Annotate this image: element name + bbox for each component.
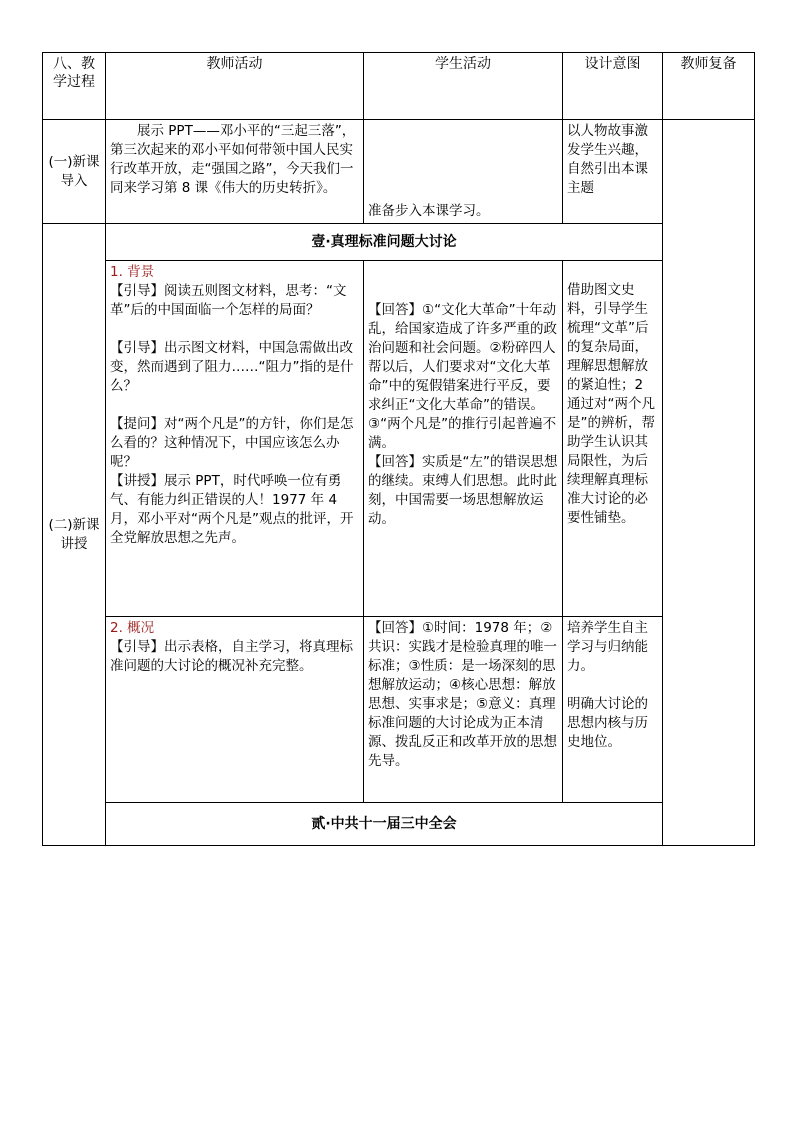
- overview-intent-2: 明确大讨论的思想内核与历史地位。: [567, 696, 648, 750]
- table-row-background: [43, 261, 755, 617]
- background-student-activity: [364, 261, 563, 617]
- teaching-process-table: [42, 52, 755, 846]
- section-title-truth-debate: 壹·真理标准问题大讨论: [106, 224, 663, 261]
- stage-intro: (一)新课导入: [43, 120, 106, 224]
- intro-student-activity: 准备步入本课学习。: [364, 120, 563, 224]
- header-teacher-review: 教师复备: [663, 53, 755, 120]
- table-row-overview: [43, 617, 755, 803]
- overview-design-intent: [563, 617, 663, 803]
- background-heading: 1. 背景: [110, 264, 155, 280]
- background-design-intent: 借助图文史料，引导学生梳理“文革”后的复杂局面，理解思想解放的紧迫性；2 通过对“两个凡是”的辨析，帮助学生认识其局限性，为后续理解真理标准大讨论的必要性铺垫。: [563, 261, 663, 617]
- overview-student-activity: 【回答】①时间：1978 年；②共识：实践才是检验真理的唯一标准；③性质：是一场深刻的思想解放运动；④核心思想：解放思想、实事求是；⑤意义：真理标准问题的大讨论成为正本清源、拨乱反正和改革开放的思想先导。: [364, 617, 563, 803]
- background-teacher-activity: [106, 261, 364, 617]
- header-stage: 八、教学过程: [43, 53, 106, 120]
- teacher-question: 【提问】对“两个凡是”的方针，你们是怎么看的？这种情况下，中国应该怎么办呢？: [110, 416, 354, 470]
- overview-teacher-activity: [106, 617, 364, 803]
- stage-lecture: (二)新课讲授: [43, 224, 106, 846]
- table-row-intro: [43, 120, 755, 224]
- intro-design-intent: 以人物故事激发学生兴趣，自然引出本课主题: [563, 120, 663, 224]
- section-title-third-plenum: 贰·中共十一届三中全会: [106, 803, 663, 846]
- teacher-review-cell: [663, 120, 755, 846]
- table-header-row: [43, 53, 755, 120]
- table-row-subtitle-1: [43, 224, 755, 261]
- intro-teacher-activity: 展示 PPT——邓小平的“三起三落”，第三次起来的邓小平如何带领中国人民实行改革开放，走“强国之路”，今天我们一同来学习第 8 课《伟大的历史转折》。: [106, 120, 364, 224]
- table-row-subtitle-2: [43, 803, 755, 846]
- header-student-activity: 学生活动: [364, 53, 563, 120]
- student-answer-1: 【回答】①“文化大革命”十年动乱，给国家造成了许多严重的政治问题和社会问题。②粉碎四人帮以后，人们要求对“文化大革命”中的冤假错案进行平反，要求纠正“文化大革命”的错误。③“两个凡是”的推行引起普遍不满。: [368, 302, 557, 451]
- student-answer-2: 【回答】实质是“左”的错误思想的继续。束缚人们思想。此时此刻，中国需要一场思想解放运动。: [368, 454, 558, 527]
- overview-intent-1: 培养学生自主学习与归纳能力。: [567, 620, 648, 674]
- teacher-lecture: 【讲授】展示 PPT，时代呼唤一位有勇气、有能力纠正错误的人！1977 年 4 月，邓小平对“两个凡是”观点的批评，开全党解放思想之先声。: [110, 473, 354, 546]
- teacher-guide-2: 【引导】出示图文材料，中国急需做出改变，然而遇到了阻力……“阻力”指的是什么？: [110, 340, 354, 394]
- overview-heading: 2. 概况: [110, 620, 155, 636]
- header-design-intent: 设计意图: [563, 53, 663, 120]
- header-teacher-activity: 教师活动: [106, 53, 364, 120]
- overview-teacher-guide: 【引导】出示表格，自主学习，将真理标准问题的大讨论的概况补充完整。: [110, 639, 353, 674]
- teacher-guide-1: 【引导】阅读五则图文材料，思考：“文革”后的中国面临一个怎样的局面？: [110, 283, 347, 318]
